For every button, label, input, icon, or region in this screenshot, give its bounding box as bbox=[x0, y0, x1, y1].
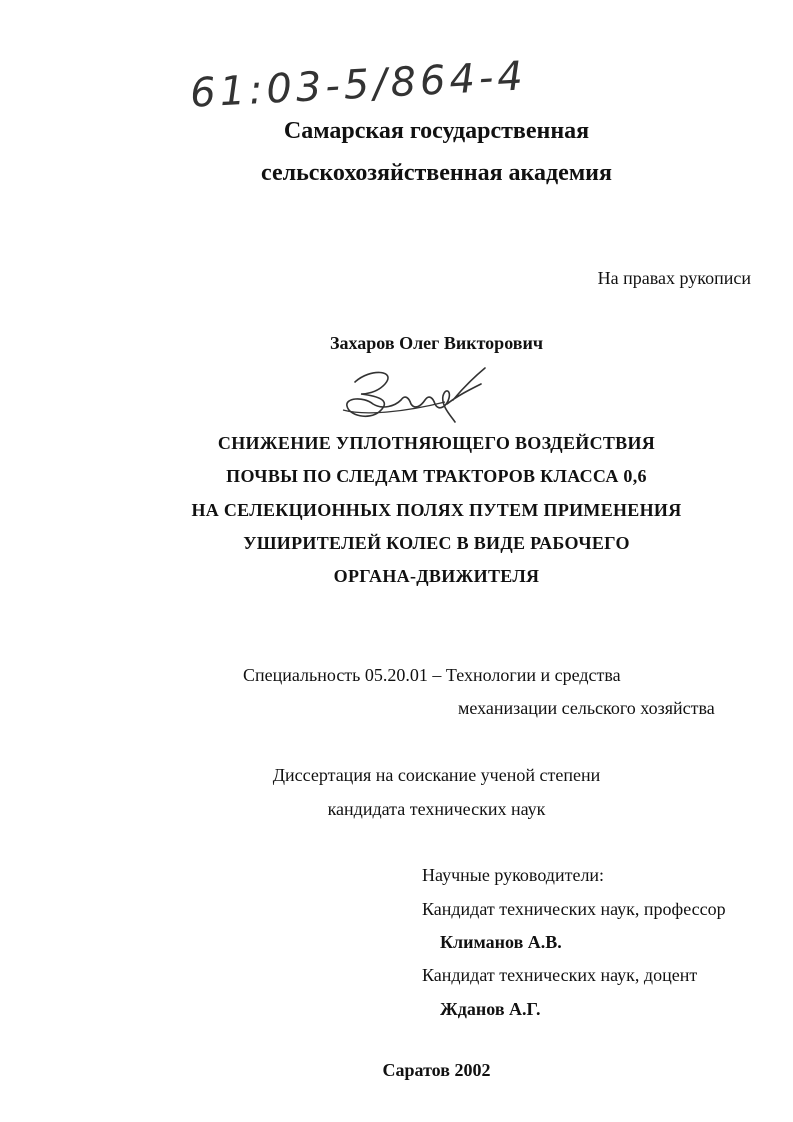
archive-number-handwritten: 61:03-5/864-4 bbox=[189, 53, 528, 117]
signature-icon bbox=[335, 360, 495, 430]
supervisor-2-degree: Кандидат технических наук, доцент bbox=[422, 965, 698, 985]
dissertation-line-1: Диссертация на соискание ученой степени bbox=[272, 765, 601, 785]
thesis-title-line-3: НА СЕЛЕКЦИОННЫХ ПОЛЯХ ПУТЕМ ПРИМЕНЕНИЯ bbox=[191, 500, 682, 520]
rights-note: На правах рукописи bbox=[597, 268, 751, 288]
dissertation-line-2: кандидата технических наук bbox=[327, 799, 546, 819]
thesis-title-line-5: ОРГАНА-ДВИЖИТЕЛЯ bbox=[333, 566, 540, 586]
supervisor-2-name: Жданов А.Г. bbox=[440, 999, 541, 1019]
institution-line-1: Самарская государственная bbox=[283, 118, 590, 144]
thesis-title-line-4: УШИРИТЕЛЕЙ КОЛЕС В ВИДЕ РАБОЧЕГО bbox=[243, 533, 630, 553]
specialty-line-2: механизации сельского хозяйства bbox=[458, 698, 715, 718]
author-name: Захаров Олег Викторович bbox=[330, 333, 543, 353]
specialty-line-1: Специальность 05.20.01 – Технологии и средства bbox=[243, 665, 621, 685]
thesis-title-line-2: ПОЧВЫ ПО СЛЕДАМ ТРАКТОРОВ КЛАССА 0,6 bbox=[226, 466, 647, 486]
city-year: Саратов 2002 bbox=[382, 1060, 491, 1080]
supervisors-heading: Научные руководители: bbox=[422, 865, 605, 885]
supervisor-1-degree: Кандидат технических наук, профессор bbox=[422, 899, 726, 919]
thesis-title-line-1: СНИЖЕНИЕ УПЛОТНЯЮЩЕГО ВОЗДЕЙСТВИЯ bbox=[217, 433, 656, 453]
supervisor-1-name: Климанов А.В. bbox=[440, 932, 562, 952]
institution-line-2: сельскохозяйственная академия bbox=[261, 160, 612, 186]
